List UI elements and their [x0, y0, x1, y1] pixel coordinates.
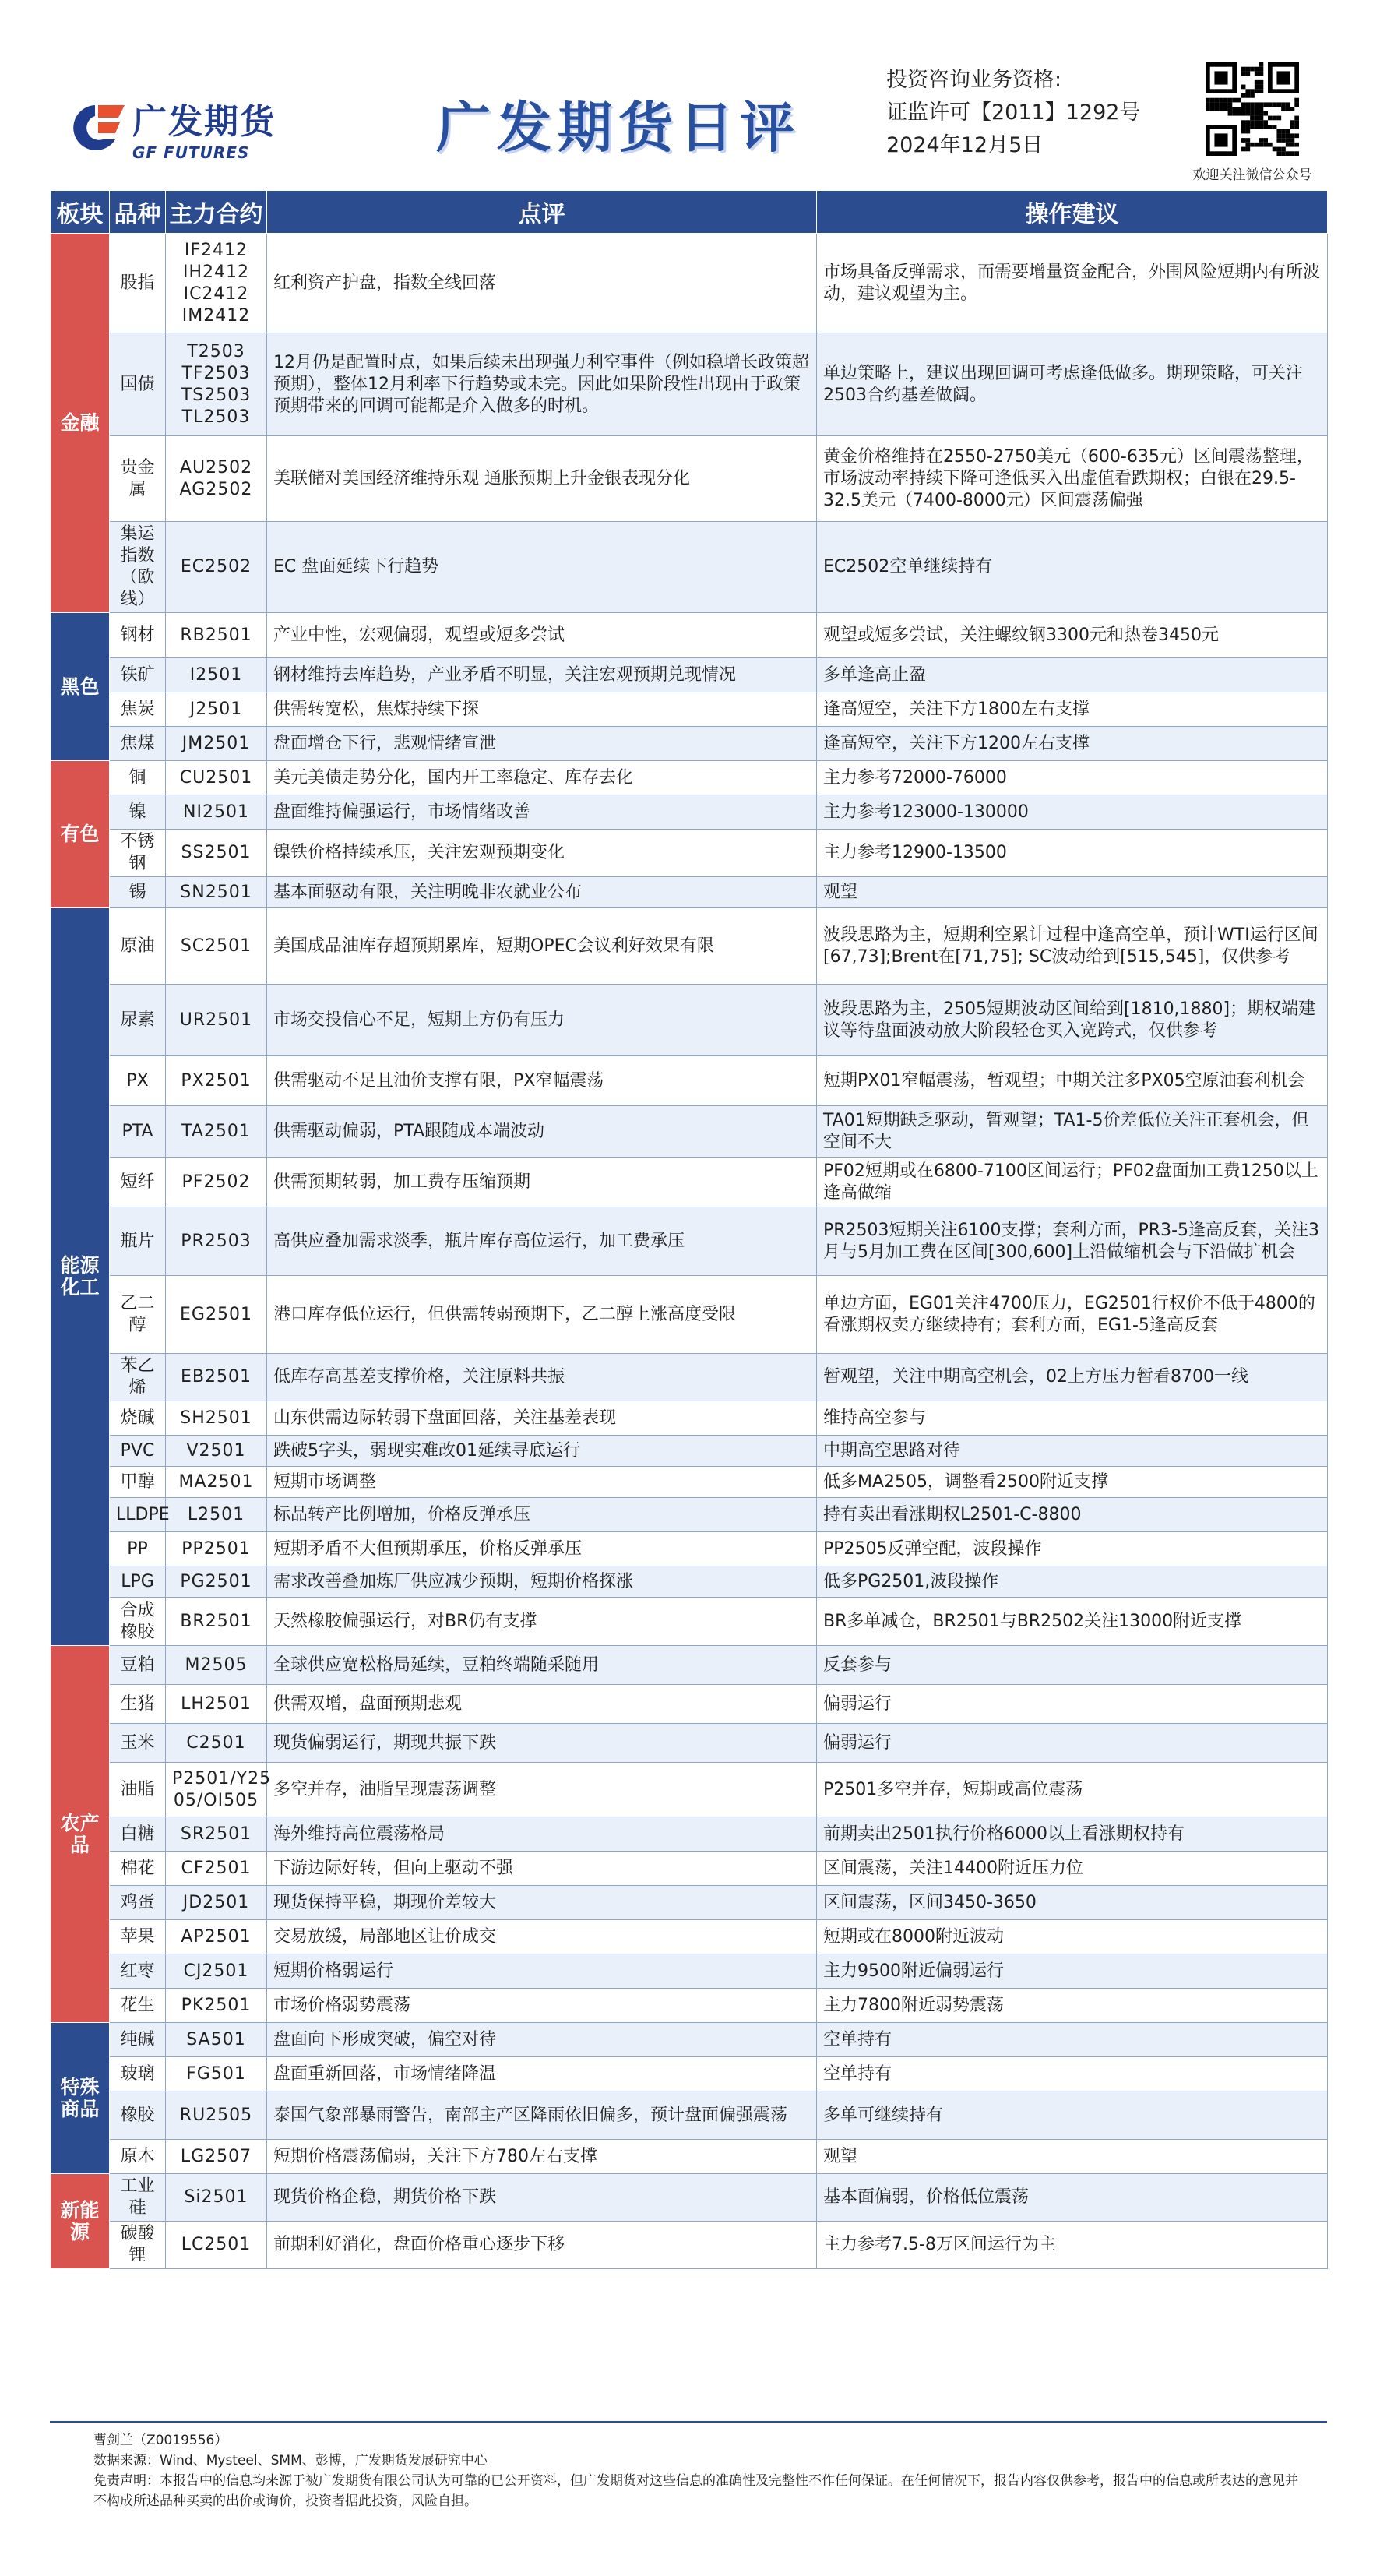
contract-cell: J2501 [166, 692, 267, 727]
advice-cell: 短期PX01窄幅震荡，暂观望；中期关注多PX05空原油套利机会 [817, 1056, 1328, 1106]
table-row [51, 1566, 1328, 1598]
contract-cell: CF2501 [166, 1852, 267, 1886]
sector-cell: 特殊 商品 [51, 2023, 110, 2174]
variety-cell: 贵金属 [110, 436, 166, 522]
contract-cell: V2501 [166, 1436, 267, 1467]
data-sources: 数据来源：Wind、Mysteel、SMM、彭博，广发期货发展研究中心 [93, 2453, 488, 2469]
comment-cell: 现货保持平稳，期现价差较大 [267, 1886, 817, 1920]
contract-cell: PK2501 [166, 1989, 267, 2023]
disclaimer: 免责声明：本报告中的信息均来源于被广发期货有限公司认为可靠的已公开资料，但广发期货对这些信息的准确性及完整性不作任何保证。在任何情况下，报告内容仅供参考，报告中的信息或所表达的意见并不构成所述品种买卖的出价或询价，投资者据此投资，风险自担。 [93, 2473, 1298, 2509]
contract-cell: SS2501 [166, 830, 267, 877]
advice-cell: P2501多空并存，短期或高位震荡 [817, 1763, 1328, 1817]
comment-cell: 多空并存，油脂呈现震荡调整 [267, 1763, 817, 1817]
table-row [51, 1436, 1328, 1467]
contract-cell: EC2502 [166, 522, 267, 613]
advice-cell: 主力参考123000-130000 [817, 795, 1328, 830]
comment-cell: EC 盘面延续下行趋势 [267, 522, 817, 613]
advice-cell: 单边策略上，建议出现回调可考虑逢低做多。期现策略，可关注2503合约基差做阔。 [817, 333, 1328, 436]
table-row [51, 2091, 1328, 2140]
advice-cell: 短期或在8000附近波动 [817, 1920, 1328, 1954]
advice-cell: 低多PG2501,波段操作 [817, 1566, 1328, 1598]
contract-cell: PP2501 [166, 1532, 267, 1566]
variety-cell: 玉米 [110, 1724, 166, 1763]
advice-cell: 基本面偏弱，价格低位震荡 [817, 2174, 1328, 2222]
contract-cell: PF2502 [166, 1158, 267, 1207]
table-row [51, 1685, 1328, 1724]
contract-cell: IF2412 IH2412 IC2412 IM2412 [166, 234, 267, 333]
commodity-table [50, 190, 1327, 2269]
variety-cell: 短纤 [110, 1158, 166, 1207]
contract-cell: SH2501 [166, 1401, 267, 1436]
comment-cell: 供需转宽松，焦煤持续下探 [267, 692, 817, 727]
comment-cell: 下游边际好转，但向上驱动不强 [267, 1852, 817, 1886]
advice-cell: TA01短期缺乏驱动，暂观望；TA1-5价差低位关注正套机会，但空间不大 [817, 1106, 1328, 1158]
contract-cell: PX2501 [166, 1056, 267, 1106]
table-row [51, 658, 1328, 692]
advice-cell: 逢高短空，关注下方1200左右支撑 [817, 727, 1328, 761]
contract-cell: CU2501 [166, 761, 267, 795]
comment-cell: 海外维持高位震荡格局 [267, 1817, 817, 1852]
comment-cell: 产业中性，宏观偏弱，观望或短多尝试 [267, 613, 817, 658]
contract-cell: SA501 [166, 2023, 267, 2057]
table-row [51, 1532, 1328, 1566]
variety-cell: 瓶片 [110, 1207, 166, 1276]
comment-cell: 供需驱动偏弱，PTA跟随成本端波动 [267, 1106, 817, 1158]
table-row [51, 1886, 1328, 1920]
variety-cell: 股指 [110, 234, 166, 333]
variety-cell: 豆粕 [110, 1646, 166, 1685]
sector-cell: 能源 化工 [51, 908, 110, 1646]
comment-cell: 交易放缓，局部地区让价成交 [267, 1920, 817, 1954]
contract-cell: NI2501 [166, 795, 267, 830]
table-row [51, 1498, 1328, 1532]
advice-cell: 单边方面，EG01关注4700压力，EG2501行权价不低于4800的看涨期权卖方继续持有；套利方面，EG1-5逢高反套 [817, 1276, 1328, 1354]
table-row [51, 1989, 1328, 2023]
comment-cell: 12月仍是配置时点，如果后续未出现强力利空事件（例如稳增长政策超预期），整体12月利率下行趋势或未完。因此如果阶段性出现由于政策预期带来的回调可能都是介入做多的时机。 [267, 333, 817, 436]
variety-cell: 锡 [110, 877, 166, 908]
contract-cell: SC2501 [166, 908, 267, 985]
contract-cell: LC2501 [166, 2222, 267, 2269]
contract-cell: L2501 [166, 1498, 267, 1532]
contract-cell: EB2501 [166, 1354, 267, 1401]
gf-logo-icon [64, 100, 128, 155]
advice-cell: 区间震荡，关注14400附近压力位 [817, 1852, 1328, 1886]
comment-cell: 低库存高基差支撑价格，关注原料共振 [267, 1354, 817, 1401]
variety-cell: PTA [110, 1106, 166, 1158]
comment-cell: 山东供需边际转弱下盘面回落，关注基差表现 [267, 1401, 817, 1436]
table-row [51, 727, 1328, 761]
advice-cell: 空单持有 [817, 2057, 1328, 2091]
contract-cell: T2503 TF2503 TS2503 TL2503 [166, 333, 267, 436]
advice-cell: PR2503短期关注6100支撑；套利方面，PR3-5逢高反套，关注3月与5月加工费在区间[300,600]上沿做缩机会与下沿做扩机会 [817, 1207, 1328, 1276]
qr-caption: 欢迎关注微信公众号 [1192, 167, 1312, 183]
advice-cell: EC2502空单继续持有 [817, 522, 1328, 613]
table-row [51, 1598, 1328, 1646]
table-row [51, 333, 1328, 436]
comment-cell: 供需双增，盘面预期悲观 [267, 1685, 817, 1724]
variety-cell: 花生 [110, 1989, 166, 2023]
table-row [51, 1646, 1328, 1685]
table-row [51, 613, 1328, 658]
comment-cell: 盘面维持偏强运行，市场情绪改善 [267, 795, 817, 830]
variety-cell: 纯碱 [110, 2023, 166, 2057]
contract-cell: P2501/Y25 05/OI505 [166, 1763, 267, 1817]
advice-cell: 主力9500附近偏弱运行 [817, 1954, 1328, 1989]
contract-cell: JD2501 [166, 1886, 267, 1920]
variety-cell: 铁矿 [110, 658, 166, 692]
variety-cell: LLDPE [110, 1498, 166, 1532]
company-logo [64, 93, 276, 162]
comment-cell: 天然橡胶偏强运行，对BR仍有支撑 [267, 1598, 817, 1646]
comment-cell: 盘面向下形成突破，偏空对待 [267, 2023, 817, 2057]
comment-cell: 镍铁价格持续承压，关注宏观预期变化 [267, 830, 817, 877]
sector-cell: 有色 [51, 761, 110, 908]
sector-cell: 新能源 [51, 2174, 110, 2269]
comment-cell: 港口库存低位运行，但供需转弱预期下，乙二醇上涨高度受限 [267, 1276, 817, 1354]
table-row [51, 1954, 1328, 1989]
advice-cell: 持有卖出看涨期权L2501-C-8800 [817, 1498, 1328, 1532]
comment-cell: 短期市场调整 [267, 1467, 817, 1498]
comment-cell: 泰国气象部暴雨警告，南部主产区降雨依旧偏多，预计盘面偏强震荡 [267, 2091, 817, 2140]
variety-cell: 玻璃 [110, 2057, 166, 2091]
comment-cell: 供需驱动不足且油价支撑有限，PX窄幅震荡 [267, 1056, 817, 1106]
report-footer [93, 2430, 1308, 2511]
variety-cell: 红枣 [110, 1954, 166, 1989]
comment-cell: 红利资产护盘，指数全线回落 [267, 234, 817, 333]
advice-cell: 区间震荡，区间3450-3650 [817, 1886, 1328, 1920]
comment-cell: 美元美债走势分化，国内开工率稳定、库存去化 [267, 761, 817, 795]
column-header-variety: 品种 [110, 191, 166, 234]
variety-cell: 铜 [110, 761, 166, 795]
table-header-row [51, 191, 1328, 234]
comment-cell: 美国成品油库存超预期累库，短期OPEC会议利好效果有限 [267, 908, 817, 985]
comment-cell: 现货价格企稳，期货价格下跌 [267, 2174, 817, 2222]
comment-cell: 全球供应宽松格局延续，豆粕终端随采随用 [267, 1646, 817, 1685]
variety-cell: 白糖 [110, 1817, 166, 1852]
column-header-contract: 主力合约 [166, 191, 267, 234]
table-row [51, 1817, 1328, 1852]
contract-cell: CJ2501 [166, 1954, 267, 1989]
table-row [51, 795, 1328, 830]
advice-cell: 中期高空思路对待 [817, 1436, 1328, 1467]
table-row [51, 1852, 1328, 1886]
contract-cell: TA2501 [166, 1106, 267, 1158]
advice-cell: 主力7800附近弱势震荡 [817, 1989, 1328, 2023]
comment-cell: 钢材维持去库趋势，产业矛盾不明显，关注宏观预期兑现情况 [267, 658, 817, 692]
variety-cell: 工业硅 [110, 2174, 166, 2222]
table-row [51, 830, 1328, 877]
contract-cell: PR2503 [166, 1207, 267, 1276]
variety-cell: 集运指数 （欧线） [110, 522, 166, 613]
variety-cell: 苹果 [110, 1920, 166, 1954]
contract-cell: UR2501 [166, 985, 267, 1056]
variety-cell: LPG [110, 1566, 166, 1598]
variety-cell: 原木 [110, 2140, 166, 2174]
variety-cell: 烧碱 [110, 1401, 166, 1436]
comment-cell: 短期矛盾不大但预期承压，价格反弹承压 [267, 1532, 817, 1566]
variety-cell: 合成橡胶 [110, 1598, 166, 1646]
table-row [51, 908, 1328, 985]
contract-cell: AU2502 AG2502 [166, 436, 267, 522]
comment-cell: 跌破5字头，弱现实难改01延续寻底运行 [267, 1436, 817, 1467]
variety-cell: 原油 [110, 908, 166, 985]
table-row [51, 877, 1328, 908]
comment-cell: 高供应叠加需求淡季，瓶片库存高位运行，加工费承压 [267, 1207, 817, 1276]
table-row [51, 1401, 1328, 1436]
logo-chinese-name: 广发期货 [132, 102, 276, 142]
table-row [51, 2222, 1328, 2269]
comment-cell: 基本面驱动有限，关注明晚非农就业公布 [267, 877, 817, 908]
advice-cell: 逢高短空，关注下方1800左右支撑 [817, 692, 1328, 727]
table-row [51, 2174, 1328, 2222]
table-row [51, 2140, 1328, 2174]
variety-cell: 棉花 [110, 1852, 166, 1886]
table-row [51, 1920, 1328, 1954]
report-header [0, 0, 1380, 184]
variety-cell: 橡胶 [110, 2091, 166, 2140]
contract-cell: MA2501 [166, 1467, 267, 1498]
comment-cell: 现货偏弱运行，期现共振下跌 [267, 1724, 817, 1763]
comment-cell: 短期价格弱运行 [267, 1954, 817, 1989]
contract-cell: C2501 [166, 1724, 267, 1763]
table-body [51, 234, 1328, 2269]
table-row [51, 522, 1328, 613]
contract-cell: Si2501 [166, 2174, 267, 2222]
sector-cell: 黑色 [51, 613, 110, 761]
comment-cell: 美联储对美国经济维持乐观 通胀预期上升金银表现分化 [267, 436, 817, 522]
table-row [51, 1354, 1328, 1401]
table-row [51, 1158, 1328, 1207]
table-row [51, 1724, 1328, 1763]
advice-cell: 偏弱运行 [817, 1724, 1328, 1763]
contract-cell: RU2505 [166, 2091, 267, 2140]
variety-cell: 镍 [110, 795, 166, 830]
comment-cell: 短期价格震荡偏弱，关注下方780左右支撑 [267, 2140, 817, 2174]
advice-cell: 暂观望，关注中期高空机会，02上方压力暂看8700一线 [817, 1354, 1328, 1401]
contract-cell: BR2501 [166, 1598, 267, 1646]
table-row [51, 985, 1328, 1056]
variety-cell: 甲醇 [110, 1467, 166, 1498]
advice-cell: 偏弱运行 [817, 1685, 1328, 1724]
table-row [51, 1467, 1328, 1498]
table-row [51, 2057, 1328, 2091]
advice-cell: 黄金价格维持在2550-2750美元（600-635元）区间震荡整理，市场波动率持续下降可逢低买入出虚值看跌期权；白银在29.5-32.5美元（7400-8000元）区间震荡偏强 [817, 436, 1328, 522]
variety-cell: 国债 [110, 333, 166, 436]
advice-cell: 多单可继续持有 [817, 2091, 1328, 2140]
variety-cell: 生猪 [110, 1685, 166, 1724]
table-row [51, 2023, 1328, 2057]
table-row [51, 1276, 1328, 1354]
column-header-sector: 板块 [51, 191, 110, 234]
contract-cell: LG2507 [166, 2140, 267, 2174]
qualification-block [886, 64, 1140, 162]
advice-cell: 维持高空参与 [817, 1401, 1328, 1436]
contract-cell: SN2501 [166, 877, 267, 908]
report-date: 2024年12月5日 [886, 133, 1044, 157]
contract-cell: PG2501 [166, 1566, 267, 1598]
advice-cell: 低多MA2505，调整看2500附近支撑 [817, 1467, 1328, 1498]
advice-cell: 波段思路为主，2505短期波动区间给到[1810,1880]；期权端建议等待盘面波动放大阶段轻仓买入宽跨式，仅供参考 [817, 985, 1328, 1056]
column-header-advice: 操作建议 [817, 191, 1328, 234]
comment-cell: 盘面重新回落，市场情绪降温 [267, 2057, 817, 2091]
variety-cell: PVC [110, 1436, 166, 1467]
advice-cell: 空单持有 [817, 2023, 1328, 2057]
contract-cell: M2505 [166, 1646, 267, 1685]
variety-cell: 焦炭 [110, 692, 166, 727]
table-row [51, 1106, 1328, 1158]
advice-cell: 观望 [817, 877, 1328, 908]
advice-cell: 前期卖出2501执行价格6000以上看涨期权持有 [817, 1817, 1328, 1852]
comment-cell: 前期利好消化，盘面价格重心逐步下移 [267, 2222, 817, 2269]
contract-cell: EG2501 [166, 1276, 267, 1354]
advice-cell: 市场具备反弹需求，而需要增量资金配合，外围风险短期内有所波动，建议观望为主。 [817, 234, 1328, 333]
table-row [51, 436, 1328, 522]
comment-cell: 需求改善叠加炼厂供应减少预期，短期价格探涨 [267, 1566, 817, 1598]
contract-cell: FG501 [166, 2057, 267, 2091]
sector-cell: 农产品 [51, 1646, 110, 2023]
comment-cell: 市场价格弱势震荡 [267, 1989, 817, 2023]
table-row [51, 1207, 1328, 1276]
table-row [51, 692, 1328, 727]
license-line: 证监许可【2011】1292号 [886, 100, 1141, 125]
variety-cell: 钢材 [110, 613, 166, 658]
advice-cell: 观望或短多尝试，关注螺纹钢3300元和热卷3450元 [817, 613, 1328, 658]
variety-cell: PX [110, 1056, 166, 1106]
advice-cell: 主力参考7.5-8万区间运行为主 [817, 2222, 1328, 2269]
variety-cell: 苯乙烯 [110, 1354, 166, 1401]
table-row [51, 1056, 1328, 1106]
contract-cell: AP2501 [166, 1920, 267, 1954]
variety-cell: 不锈钢 [110, 830, 166, 877]
advice-cell: 多单逢高止盈 [817, 658, 1328, 692]
qualification-line: 投资咨询业务资格: [886, 68, 1062, 92]
advice-cell: PP2505反弹空配，波段操作 [817, 1532, 1328, 1566]
variety-cell: PP [110, 1532, 166, 1566]
analyst-credit: 曹剑兰（Z0019556） [93, 2433, 228, 2448]
report-title: 广发期货日评 [436, 96, 801, 160]
table-row [51, 761, 1328, 795]
comment-cell: 标品转产比例增加，价格反弹承压 [267, 1498, 817, 1532]
table-row [51, 234, 1328, 333]
advice-cell: 主力参考72000-76000 [817, 761, 1328, 795]
comment-cell: 市场交投信心不足，短期上方仍有压力 [267, 985, 817, 1056]
logo-english-name: GF FUTURES [132, 143, 250, 162]
advice-cell: PF02短期或在6800-7100区间运行；PF02盘面加工费1250以上逢高做缩 [817, 1158, 1328, 1207]
contract-cell: SR2501 [166, 1817, 267, 1852]
variety-cell: 油脂 [110, 1763, 166, 1817]
advice-cell: 波段思路为主，短期利空累计过程中逢高空单，预计WTI运行区间[67,73];Brent在[71,75]; SC波动给到[515,545]，仅供参考 [817, 908, 1328, 985]
contract-cell: RB2501 [166, 613, 267, 658]
advice-cell: BR多单减仓，BR2501与BR2502关注13000附近支撑 [817, 1598, 1328, 1646]
wechat-qr-code-icon [1206, 62, 1299, 156]
advice-cell: 观望 [817, 2140, 1328, 2174]
advice-cell: 主力参考12900-13500 [817, 830, 1328, 877]
contract-cell: LH2501 [166, 1685, 267, 1724]
variety-cell: 焦煤 [110, 727, 166, 761]
contract-cell: I2501 [166, 658, 267, 692]
column-header-comment: 点评 [267, 191, 817, 234]
comment-cell: 盘面增仓下行，悲观情绪宣泄 [267, 727, 817, 761]
comment-cell: 供需预期转弱，加工费存压缩预期 [267, 1158, 817, 1207]
table-row [51, 1763, 1328, 1817]
contract-cell: JM2501 [166, 727, 267, 761]
variety-cell: 碳酸锂 [110, 2222, 166, 2269]
variety-cell: 乙二醇 [110, 1276, 166, 1354]
variety-cell: 尿素 [110, 985, 166, 1056]
advice-cell: 反套参与 [817, 1646, 1328, 1685]
sector-cell: 金融 [51, 234, 110, 613]
footer-divider [50, 2421, 1327, 2423]
variety-cell: 鸡蛋 [110, 1886, 166, 1920]
